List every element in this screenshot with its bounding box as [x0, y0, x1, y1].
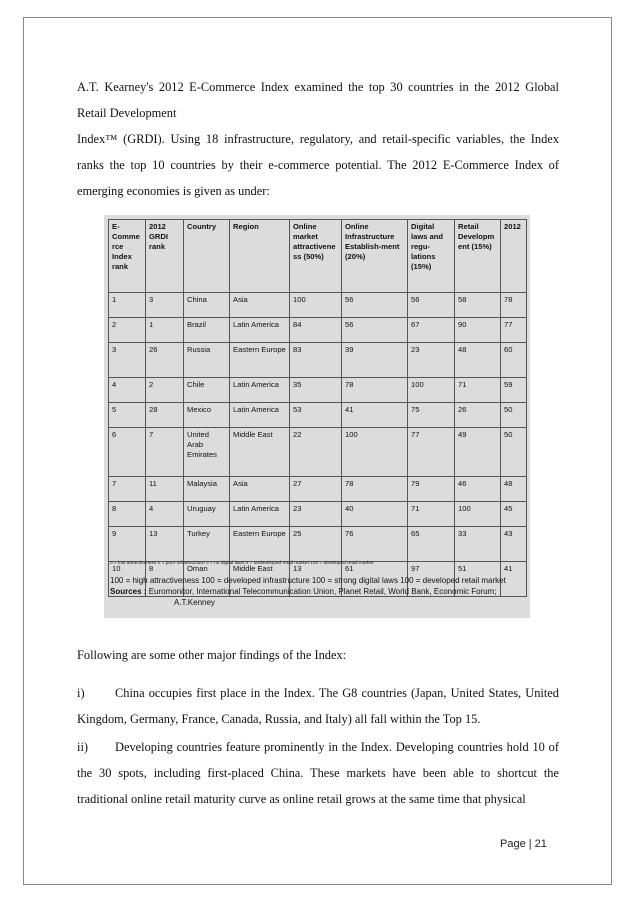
table-cell: Latin America: [230, 378, 290, 403]
table-cell: 67: [408, 318, 455, 343]
table-cell: 23: [408, 343, 455, 378]
table-cell: China: [184, 293, 230, 318]
table-row: [109, 343, 527, 378]
table-cell: Chile: [184, 378, 230, 403]
finding-marker: i): [77, 686, 85, 700]
table-cell: 46: [455, 477, 501, 502]
table-cell: 59: [501, 378, 527, 403]
table-cell: 22: [290, 428, 342, 477]
table-cell: 41: [501, 562, 527, 597]
table-cell: 61: [342, 562, 408, 597]
table-cell: 6: [109, 428, 146, 477]
table-cell: 8: [109, 502, 146, 527]
table-cell: 45: [501, 502, 527, 527]
table-cell: 41: [342, 403, 408, 428]
intro-paragraph-2: Index™ (GRDI). Using 18 infrastructure, regulatory, and retail-specific variables, the Index ranks the top 10 countries by their e-commerce potential. The 2012 E-Commerce Index of emerging economies is given as under:: [77, 132, 559, 198]
table-row: [109, 428, 527, 477]
table-cell: 26: [455, 403, 501, 428]
table-cell: 35: [290, 378, 342, 403]
table-cell: 27: [290, 477, 342, 502]
table-cell: Asia: [230, 477, 290, 502]
sources-label: Sources :: [110, 587, 147, 596]
header-country: Country: [184, 220, 230, 293]
sources-author: A.T.Kenney: [174, 598, 215, 607]
table-row: [109, 378, 527, 403]
header-online-infrastructure: Online Infrastructure Establish-ment (20%): [342, 220, 408, 293]
table-row: [109, 318, 527, 343]
table-cell: 33: [455, 527, 501, 562]
header-retail-development: Retail Developm ent (15%): [455, 220, 501, 293]
table-cell: 5: [109, 403, 146, 428]
table-cell: 2: [146, 378, 184, 403]
table-cell: Asia: [230, 293, 290, 318]
table-cell: 56: [342, 293, 408, 318]
table-cell: 49: [455, 428, 501, 477]
table-cell: 56: [408, 293, 455, 318]
table-cell: 78: [342, 477, 408, 502]
table-scale-note: 0 = low attractiveness 0 = poor infrastructure 0 = no digital laws 0 = undeveloped retail market 100 = developed retail market: [110, 561, 374, 566]
finding-text: China occupies first place in the Index. The G8 countries (Japan, United States, United Kingdom, Germany, France, Canada, Russia, and Italy) all fall within the Top 15.: [77, 686, 559, 726]
finding-item-2: [77, 734, 559, 812]
table-cell: Mexico: [184, 403, 230, 428]
legend-line: 100 = high attractiveness 100 = developed infrastructure 100 = strong digital laws 100 = developed retail market: [110, 576, 506, 585]
table-cell: 56: [342, 318, 408, 343]
header-ecommerce-rank: E-Commerce Index rank: [109, 220, 146, 293]
table-cell: 100: [290, 293, 342, 318]
table-cell: Oman: [184, 562, 230, 597]
header-region: Region: [230, 220, 290, 293]
table-cell: Brazil: [184, 318, 230, 343]
table-cell: 90: [455, 318, 501, 343]
table-cell: 13: [146, 527, 184, 562]
table-row: [109, 527, 527, 562]
table-cell: 58: [455, 293, 501, 318]
table-cell: 83: [290, 343, 342, 378]
table-cell: Uruguay: [184, 502, 230, 527]
table-cell: 100: [408, 378, 455, 403]
finding-text: Developing countries feature prominently in the Index. Developing countries hold 10 of the 30 spots, including first-placed China. These markets have been able to shortcut the traditional online retail maturity curve as online retail grows at the same time that physical: [77, 740, 559, 806]
table-row: [109, 477, 527, 502]
table-cell: 7: [109, 477, 146, 502]
finding-item-1: [77, 680, 559, 732]
table-cell: 48: [501, 477, 527, 502]
table-row: [109, 403, 527, 428]
table-cell: Eastern Europe: [230, 527, 290, 562]
table-cell: 40: [342, 502, 408, 527]
table-cell: Russia: [184, 343, 230, 378]
table-cell: 51: [455, 562, 501, 597]
table-cell: 28: [146, 403, 184, 428]
table-cell: 1: [146, 318, 184, 343]
table-cell: 50: [501, 428, 527, 477]
table-cell: 23: [290, 502, 342, 527]
table-cell: 26: [146, 343, 184, 378]
table-cell: 78: [501, 293, 527, 318]
table-cell: 39: [342, 343, 408, 378]
table-header-row: [109, 220, 527, 293]
table-cell: Middle East: [230, 428, 290, 477]
table-cell: 3: [109, 343, 146, 378]
table-cell: Malaysia: [184, 477, 230, 502]
table-cell: 7: [146, 428, 184, 477]
table-cell: 4: [109, 378, 146, 403]
table-cell: Eastern Europe: [230, 343, 290, 378]
intro-paragraph-1: A.T. Kearney's 2012 E-Commerce Index examined the top 30 countries in the 2012 Global Retail Development: [77, 80, 559, 120]
table-cell: 25: [290, 527, 342, 562]
findings-heading: Following are some other major findings of the Index:: [77, 648, 347, 662]
table-cell: 71: [408, 502, 455, 527]
table-cell: 9: [109, 527, 146, 562]
table-row: [109, 502, 527, 527]
table-cell: 11: [146, 477, 184, 502]
table-legend: [110, 575, 524, 608]
table-cell: 13: [290, 562, 342, 597]
table-cell: 10: [109, 562, 146, 597]
table-cell: 97: [408, 562, 455, 597]
finding-marker: ii): [77, 740, 89, 754]
table-cell: 75: [408, 403, 455, 428]
table-cell: 84: [290, 318, 342, 343]
table-cell: United Arab Emirates: [184, 428, 230, 477]
table-cell: 65: [408, 527, 455, 562]
table-cell: 60: [501, 343, 527, 378]
table-cell: 71: [455, 378, 501, 403]
table-cell: Latin America: [230, 403, 290, 428]
table-cell: 77: [408, 428, 455, 477]
table-cell: Middle East: [230, 562, 290, 597]
table-cell: Turkey: [184, 527, 230, 562]
header-online-market: Online market attractiveness (50%): [290, 220, 342, 293]
table-cell: 48: [455, 343, 501, 378]
sources-line: [110, 586, 524, 597]
page-number: Page | 21: [500, 838, 547, 850]
table-cell: 79: [408, 477, 455, 502]
header-2012-score: 2012: [501, 220, 527, 293]
table-cell: 77: [501, 318, 527, 343]
table-cell: 8: [146, 562, 184, 597]
header-digital-laws: Digital laws and regu-lations (15%): [408, 220, 455, 293]
table-cell: Latin America: [230, 502, 290, 527]
table-cell: 100: [342, 428, 408, 477]
table-cell: 2: [109, 318, 146, 343]
sources-text: Euromonitor, International Telecommunication Union, Planet Retail, World Bank, Economic Forum;: [146, 587, 497, 596]
table-cell: 50: [501, 403, 527, 428]
header-grdi-rank: 2012 GRDI rank: [146, 220, 184, 293]
table-cell: 1: [109, 293, 146, 318]
table-row: [109, 293, 527, 318]
table-cell: 4: [146, 502, 184, 527]
table-cell: Latin America: [230, 318, 290, 343]
table-cell: 3: [146, 293, 184, 318]
table-cell: 43: [501, 527, 527, 562]
table-cell: 76: [342, 527, 408, 562]
table-cell: 100: [455, 502, 501, 527]
table-cell: 78: [342, 378, 408, 403]
ecommerce-index-table: [108, 219, 527, 597]
ecommerce-index-table-figure: [104, 215, 530, 618]
table-cell: 53: [290, 403, 342, 428]
